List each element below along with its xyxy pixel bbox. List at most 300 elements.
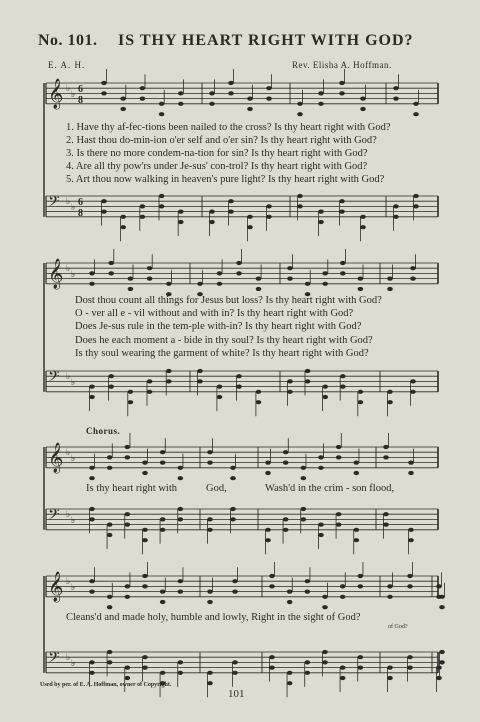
stanza-line: 3. Is there no more condem-na-tion for sin? Is thy heart right with God? (66, 148, 368, 159)
note-head (108, 385, 114, 389)
page-number: 101 (228, 688, 245, 700)
note-head (393, 215, 399, 219)
note-head (318, 220, 324, 224)
flat-icon: ♭ (66, 84, 71, 94)
note-head (207, 528, 213, 532)
note-head (166, 379, 172, 383)
note-head (128, 400, 134, 404)
note-head (283, 450, 289, 454)
note-head (387, 666, 393, 670)
treble-clef-icon: 𝄞 (48, 443, 64, 473)
note-head (322, 385, 328, 389)
note-head (340, 261, 346, 265)
chorus-lyric-1b: God, (206, 483, 227, 494)
note-head (387, 390, 393, 394)
note-head (318, 102, 324, 106)
note-head (340, 676, 346, 680)
note-head (120, 107, 126, 111)
note-head (125, 666, 131, 670)
note-head (89, 476, 95, 480)
note-head (413, 204, 419, 208)
note-head (89, 507, 95, 511)
note-head (89, 395, 95, 399)
note-head (159, 102, 165, 106)
bass-clef-icon: 𝄢 (48, 193, 60, 214)
note-head (232, 590, 238, 594)
note-head (354, 528, 360, 532)
note-head (318, 455, 324, 459)
note-head (269, 574, 275, 578)
note-head (318, 466, 324, 470)
note-head (407, 666, 413, 670)
note-head (410, 379, 416, 383)
note-head (107, 466, 113, 470)
note-head (322, 605, 328, 609)
flat-icon: ♭ (71, 378, 76, 388)
note-head (178, 507, 184, 511)
note-head (407, 584, 413, 588)
note-head (410, 277, 416, 281)
note-head (107, 650, 113, 654)
note-head (387, 584, 393, 588)
note-head (89, 271, 95, 275)
composer-credit: E. A. H. (48, 60, 86, 70)
note-head (436, 584, 442, 588)
note-head (318, 210, 324, 214)
bass-clef-icon: 𝄢 (48, 506, 60, 527)
note-head (232, 660, 238, 664)
note-head (160, 528, 166, 532)
note-head (393, 86, 399, 90)
note-head (197, 369, 203, 373)
note-head (236, 374, 242, 378)
note-head (159, 204, 165, 208)
note-head (297, 112, 303, 116)
note-head (436, 595, 442, 599)
flat-icon: ♭ (71, 516, 76, 526)
note-head (266, 86, 272, 90)
note-head (297, 194, 303, 198)
stanza-line: 1. Have thy af-fec-tions been nailed to the cross? Is thy heart right with God? (66, 122, 391, 133)
stanza-block-1 (66, 121, 391, 186)
note-head (125, 676, 131, 680)
note-head (128, 277, 134, 281)
note-head (89, 517, 95, 521)
note-head (387, 277, 393, 281)
note-head (322, 660, 328, 664)
note-head (322, 271, 328, 275)
note-head (197, 282, 203, 286)
note-head (387, 676, 393, 680)
author-credit: Rev. Elisha A. Hoffman. (292, 60, 392, 70)
note-head (339, 199, 345, 203)
hymn-title: IS THY HEART RIGHT WITH GOD? (118, 32, 414, 49)
stanza-line: O - ver all e - vil without and with in? Is thy heart right with God? (75, 308, 354, 320)
note-head (287, 390, 293, 394)
note-head (340, 374, 346, 378)
note-head (247, 215, 253, 219)
note-head (128, 390, 134, 394)
note-head (159, 112, 165, 116)
flat-icon: ♭ (66, 448, 71, 458)
stanza-block-2 (75, 294, 382, 360)
note-head (178, 102, 184, 106)
note-head (147, 277, 153, 281)
note-head (383, 512, 389, 516)
note-head (228, 199, 234, 203)
copyright-note: Used by per. of E. A. Hoffman, owner of Copyright. (40, 682, 172, 688)
note-head (247, 225, 253, 229)
note-head (408, 461, 414, 465)
note-head (340, 385, 346, 389)
note-head (407, 574, 413, 578)
stanza-line: 5. Art thou now walking in heaven's pure light? Is thy heart right with God? (66, 174, 385, 185)
note-head (207, 590, 213, 594)
note-head (283, 461, 289, 465)
note-head (142, 471, 148, 475)
note-head (358, 666, 364, 670)
note-head (107, 660, 113, 664)
note-head (108, 271, 114, 275)
time-signature-top: 6 (78, 197, 83, 208)
note-head (301, 517, 307, 521)
note-head (217, 282, 223, 286)
note-head (160, 671, 166, 675)
note-head (339, 91, 345, 95)
note-head (89, 385, 95, 389)
note-head (247, 97, 253, 101)
note-head (287, 671, 293, 675)
note-head (336, 512, 342, 516)
note-head (322, 650, 328, 654)
note-head (101, 210, 107, 214)
note-head (160, 450, 166, 454)
note-head (247, 107, 253, 111)
note-head (142, 666, 148, 670)
stanza-line: Does Je-sus rule in the tem-ple with-in? Is thy heart right with God? (75, 321, 362, 333)
note-head (305, 660, 311, 664)
note-head (339, 210, 345, 214)
flat-icon: ♭ (71, 454, 76, 464)
note-head (387, 287, 393, 291)
note-head (120, 215, 126, 219)
note-head (318, 523, 324, 527)
note-head (140, 204, 146, 208)
note-head (178, 671, 184, 675)
note-head (107, 523, 113, 527)
note-head (232, 579, 238, 583)
note-head (340, 666, 346, 670)
note-head (142, 584, 148, 588)
note-head (340, 271, 346, 275)
note-head (207, 517, 213, 521)
treble-clef-icon: 𝄞 (48, 259, 64, 289)
note-head (209, 210, 215, 214)
note-head (89, 671, 95, 675)
note-head (410, 390, 416, 394)
note-head (358, 390, 364, 394)
note-head (89, 466, 95, 470)
note-head (436, 666, 442, 670)
note-head (283, 517, 289, 521)
note-head (142, 461, 148, 465)
note-head (236, 271, 242, 275)
note-head (358, 584, 364, 588)
note-head (336, 455, 342, 459)
note-head (340, 595, 346, 599)
note-head (101, 199, 107, 203)
note-head (147, 390, 153, 394)
note-head (266, 97, 272, 101)
chorus-lyric-1a: Is thy heart right with (86, 483, 177, 494)
note-head (322, 395, 328, 399)
note-head (108, 261, 114, 265)
flat-icon: ♭ (66, 653, 71, 663)
note-head (256, 287, 262, 291)
flat-icon: ♭ (71, 659, 76, 669)
note-head (228, 91, 234, 95)
note-head (287, 266, 293, 270)
note-head (178, 91, 184, 95)
note-head (408, 538, 414, 542)
note-head (107, 533, 113, 537)
note-head (265, 471, 271, 475)
treble-clef-icon: 𝄞 (48, 572, 64, 602)
note-head (120, 97, 126, 101)
note-head (166, 282, 172, 286)
note-head (354, 471, 360, 475)
note-head (107, 605, 113, 609)
note-head (393, 97, 399, 101)
note-head (178, 660, 184, 664)
note-head (232, 671, 238, 675)
note-head (305, 671, 311, 675)
note-head (383, 455, 389, 459)
note-head (408, 528, 414, 532)
note-head (236, 385, 242, 389)
note-head (360, 215, 366, 219)
note-head (287, 277, 293, 281)
note-head (230, 517, 236, 521)
note-head (383, 445, 389, 449)
note-head (287, 590, 293, 594)
note-head (297, 204, 303, 208)
chorus-label: Chorus. (86, 426, 121, 436)
stanza-line: 4. Are all thy pow'rs under Je-sus' con-trol? Is thy heart right with God? (66, 161, 368, 172)
note-head (266, 204, 272, 208)
time-signature-bottom: 8 (78, 208, 83, 219)
chorus-echo: of God? (388, 624, 408, 630)
note-head (142, 655, 148, 659)
note-head (305, 369, 311, 373)
note-head (413, 102, 419, 106)
note-head (301, 507, 307, 511)
flat-icon: ♭ (66, 264, 71, 274)
note-head (89, 579, 95, 583)
note-head (160, 590, 166, 594)
note-head (178, 579, 184, 583)
hymn-number: No. 101. (38, 32, 98, 49)
note-head (287, 379, 293, 383)
note-head (305, 282, 311, 286)
note-head (217, 271, 223, 275)
note-head (358, 655, 364, 659)
note-head (160, 461, 166, 465)
chorus-lyric-2: Cleans'd and made holy, humble and lowly, Right in the sight of God? (66, 612, 361, 623)
note-head (358, 400, 364, 404)
note-head (89, 282, 95, 286)
note-head (228, 81, 234, 85)
note-head (436, 676, 442, 680)
note-head (147, 379, 153, 383)
note-head (358, 277, 364, 281)
flat-icon: ♭ (71, 203, 76, 213)
bass-clef-icon: 𝄢 (48, 368, 60, 389)
note-head (125, 595, 131, 599)
note-head (336, 523, 342, 527)
stanza-line: Dost thou count all things for Jesus but loss? Is thy heart right with God? (75, 295, 382, 306)
note-head (439, 650, 445, 654)
note-head (209, 91, 215, 95)
note-head (387, 400, 393, 404)
note-head (217, 395, 223, 399)
note-head (159, 194, 165, 198)
flat-icon: ♭ (66, 372, 71, 382)
note-head (287, 681, 293, 685)
note-head (305, 590, 311, 594)
note-head (305, 579, 311, 583)
note-head (301, 466, 307, 470)
note-head (408, 471, 414, 475)
note-head (339, 81, 345, 85)
note-head (125, 523, 131, 527)
note-head (266, 215, 272, 219)
note-head (360, 107, 366, 111)
note-head (256, 390, 262, 394)
note-head (305, 379, 311, 383)
note-head (410, 266, 416, 270)
note-head (107, 455, 113, 459)
stanza-line: 2. Hast thou do-min-ion o'er self and o'er sin? Is thy heart right with God? (66, 135, 377, 146)
note-head (207, 671, 213, 675)
note-head (209, 220, 215, 224)
note-head (197, 379, 203, 383)
note-head (140, 215, 146, 219)
time-signature-top: 6 (78, 84, 83, 95)
note-head (407, 655, 413, 659)
note-head (142, 528, 148, 532)
note-head (256, 277, 262, 281)
note-head (439, 605, 445, 609)
note-head (89, 660, 95, 664)
note-head (340, 584, 346, 588)
note-head (297, 102, 303, 106)
note-head (322, 595, 328, 599)
note-head (142, 574, 148, 578)
bass-clef-icon: 𝄢 (48, 649, 60, 670)
note-head (128, 287, 134, 291)
note-head (178, 220, 184, 224)
note-head (166, 369, 172, 373)
note-head (147, 266, 153, 270)
note-head (178, 517, 184, 521)
note-head (236, 261, 242, 265)
stanza-line: Does he each moment a - bide in thy soul? Is thy heart right with God? (75, 334, 373, 346)
note-head (125, 584, 131, 588)
note-head (269, 655, 275, 659)
note-head (354, 538, 360, 542)
flat-icon: ♭ (71, 583, 76, 593)
note-head (318, 533, 324, 537)
note-head (358, 287, 364, 291)
note-head (322, 282, 328, 286)
note-head (178, 590, 184, 594)
chorus-lyric-1c: Wash'd in the crim - son flood, (265, 483, 395, 494)
note-head (178, 476, 184, 480)
note-head (217, 385, 223, 389)
note-head (354, 461, 360, 465)
note-head (120, 225, 126, 229)
note-head (107, 595, 113, 599)
note-head (125, 455, 131, 459)
note-head (207, 461, 213, 465)
note-head (101, 81, 107, 85)
note-head (301, 476, 307, 480)
note-head (358, 574, 364, 578)
note-head (178, 466, 184, 470)
note-head (207, 450, 213, 454)
note-head (160, 600, 166, 604)
note-head (318, 91, 324, 95)
note-head (230, 476, 236, 480)
note-head (125, 445, 131, 449)
note-head (230, 507, 236, 511)
note-head (140, 86, 146, 90)
note-head (101, 91, 107, 95)
flat-icon: ♭ (71, 90, 76, 100)
note-head (265, 461, 271, 465)
note-head (265, 538, 271, 542)
note-head (209, 102, 215, 106)
note-head (269, 584, 275, 588)
note-head (207, 681, 213, 685)
note-head (256, 400, 262, 404)
note-head (413, 112, 419, 116)
note-head (283, 528, 289, 532)
note-head (360, 97, 366, 101)
note-head (142, 538, 148, 542)
note-head (89, 590, 95, 594)
note-head (108, 374, 114, 378)
flat-icon: ♭ (66, 197, 71, 207)
note-head (230, 466, 236, 470)
note-head (393, 204, 399, 208)
note-head (265, 528, 271, 532)
note-head (178, 210, 184, 214)
stanza-line: Is thy soul wearing the garment of white? Is thy heart right with God? (75, 347, 369, 359)
note-head (383, 523, 389, 527)
time-signature-bottom: 8 (78, 95, 83, 106)
treble-clef-icon: 𝄞 (48, 79, 64, 109)
flat-icon: ♭ (71, 270, 76, 280)
note-head (287, 600, 293, 604)
note-head (207, 600, 213, 604)
note-head (413, 194, 419, 198)
note-head (360, 225, 366, 229)
note-head (336, 445, 342, 449)
note-head (269, 666, 275, 670)
flat-icon: ♭ (66, 510, 71, 520)
